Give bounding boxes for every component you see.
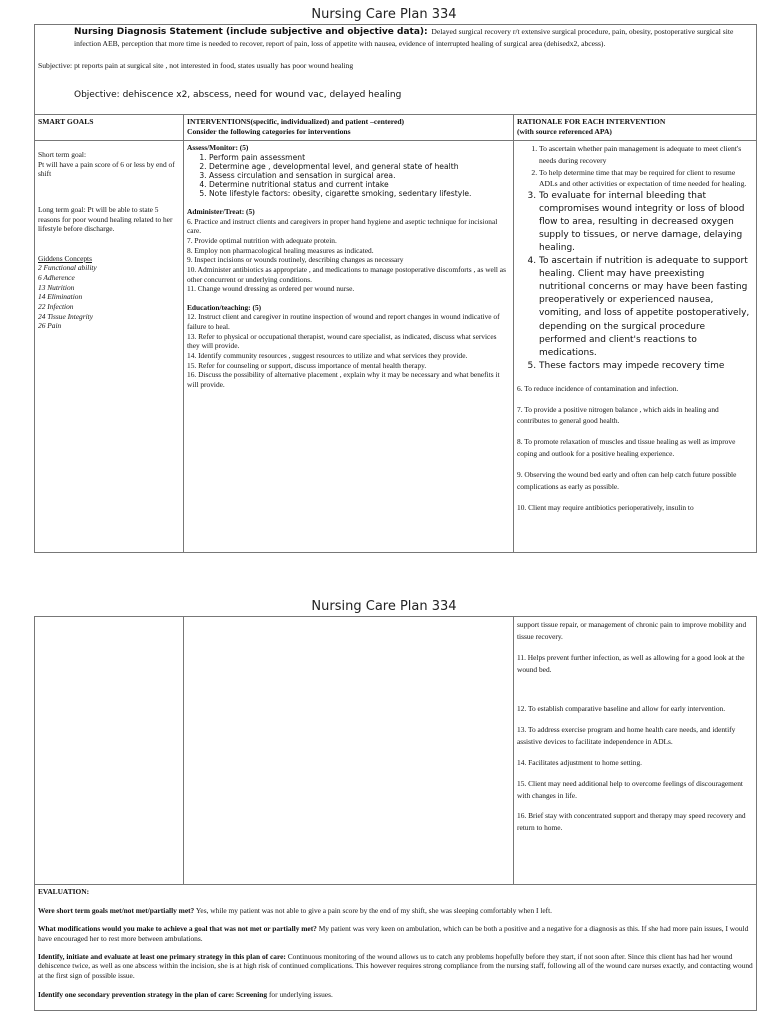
eval-question: Were short term goals met/not met/partially met?: [38, 905, 195, 915]
evaluation-section: [35, 885, 757, 1011]
eval-answer: My patient was very keen on ambulation, which can be both a positive and a negative for a diagnosis as this. If she had more pain issues, I would have encouraged her to rest more between ambulations.: [38, 924, 749, 943]
admin-item: 11. Change wound dressing as ordered per wound nurse.: [187, 284, 355, 294]
diagnosis-section: [35, 25, 757, 115]
care-plan-table-continued: [34, 616, 757, 1011]
page-title: Nursing Care Plan 334: [311, 599, 457, 614]
eval-answer: Yes, while my patient was not able to give a pain score by the end of my shift, she was sleeping comfortably when I left.: [194, 905, 553, 915]
education-item: 15. Refer for counseling or support, discuss importance of mental health therapy.: [187, 360, 427, 370]
header-rationale: RATIONALE FOR EACH INTERVENTION (with source referenced APA): [514, 115, 757, 141]
assess-item: 1. Perform pain assessment: [209, 153, 510, 162]
short-goal-label: Short term goal:: [38, 150, 87, 159]
objective-data: Objective: dehiscence x2, abscess, need for wound vac, delayed healing: [74, 90, 402, 101]
admin-label: Administer/Treat: (5): [187, 207, 255, 217]
header-smart-goals: SMART GOALS: [35, 115, 184, 141]
rationale-para: 16. Brief stay with concentrated support and therapy may speed recovery and return to home.: [517, 811, 746, 833]
rationale-para: 7. To provide a positive nitrogen balance , which aids in healing and contributes to general good health.: [517, 404, 719, 426]
assess-item: 5. Note lifestyle factors: obesity, cigarette smoking, sedentary lifestyle.: [209, 189, 510, 198]
rationale-cell-continued: [514, 617, 757, 885]
admin-item: 7. Provide optimal nutrition with adequate protein.: [187, 236, 337, 246]
diagnosis-text: Delayed surgical recovery r/t extensive surgical procedure, pain, obesity, postoperative surgical site infection AEB, perception that more time is needed to recover, report of pain, loss of appetite with nausea, evidence of interrupted healing of surgical area (dehisedx2, abcess).: [74, 27, 734, 48]
rationale-para: 11. Helps prevent further infection, as well as allowing for a good look at the wound bed.: [517, 652, 745, 674]
admin-item: 8. Employ non pharmacological healing measures as indicated.: [187, 245, 374, 255]
concept-item: 14 Elimination: [38, 292, 83, 302]
assess-item: 3. Assess circulation and sensation in surgical area.: [209, 171, 510, 180]
rationale-item: 1. To ascertain whether pain management is adequate to meet client's needs during recovery: [539, 143, 753, 167]
care-plan-page-1: [0, 6, 768, 553]
concept-item: 6 Adherence: [38, 273, 75, 282]
rationale-para: 12. To establish comparative baseline and allow for early intervention.: [517, 704, 726, 714]
assess-label: Assess/Monitor: (5): [187, 143, 249, 152]
assess-item: 4. Determine nutritional status and current intake: [209, 180, 510, 189]
admin-item: 6. Practice and instruct clients and caregivers in proper hand hygiene and aseptic technique for incisional care.: [187, 216, 498, 236]
assess-item: 2. Determine age , developmental level, and general state of health: [209, 162, 510, 171]
long-goal: Long term goal: Pt will be able to state 5 reasons for poor wound healing related to her lifestyle before discharge.: [38, 204, 173, 234]
education-label: Education/teaching: (5): [187, 302, 262, 312]
eval-answer: for underlying issues.: [267, 989, 333, 999]
eval-question: What modifications would you make to achieve a goal that was not met or partially met?: [38, 924, 317, 934]
concept-item: 13 Nutrition: [38, 282, 75, 292]
interventions-cell: [184, 141, 514, 553]
page-title: Nursing Care Plan 334: [311, 7, 457, 22]
education-item: 14. Identify community resources , suggest resources to utilize and what services they provide.: [187, 350, 468, 360]
rationale-para: 15. Client may need additional help to overcome feelings of discouragement with changes in life.: [517, 778, 743, 800]
eval-question: Identify, initiate and evaluate at least one primary strategy in this plan of care:: [38, 951, 286, 961]
concept-item: 24 Tissue Integrity: [38, 311, 94, 321]
rationale-item: 5. These factors may impede recovery time: [539, 360, 753, 373]
education-item: 16. Discuss the possibility of alternative placement , explain why it may be necessary and what benefits it will provide.: [187, 370, 500, 389]
giddens-label: Giddens Concepts: [38, 253, 92, 263]
smart-goals-cell: [35, 141, 184, 553]
education-item: 13. Refer to physical or occupational therapist, wound care specialist, as indicated, discuss what services they will provide.: [187, 331, 497, 351]
admin-item: 10. Administer antibiotics as appropriate , and medications to manage postoperative discomforts , as well as other concurrent or underlying conditions.: [187, 264, 506, 284]
header-interventions: INTERVENTIONS(specific, individualized) and patient –centered) Consider the following categories for interventions: [184, 115, 514, 141]
rationale-para: 13. To address exercise program and home health care needs, and identify assistive devices to facilitate independence in ADLs.: [517, 725, 736, 747]
diagnosis-label: Nursing Diagnosis Statement (include subjective and objective data):: [74, 27, 428, 37]
interventions-cell-empty: [184, 617, 514, 885]
care-plan-table: [34, 24, 757, 553]
rationale-para: 9. Observing the wound bed early and often can help catch future possible complications as early as possible.: [517, 469, 737, 491]
concept-item: 2 Functional ability: [38, 263, 97, 273]
rationale-para: 14. Facilitates adjustment to home setting.: [517, 757, 643, 767]
evaluation-label: EVALUATION:: [38, 887, 90, 896]
smart-goals-cell-empty: [35, 617, 184, 885]
eval-question: Identify one secondary prevention strategy in the plan of care:: [38, 989, 235, 999]
rationale-cell: [514, 141, 757, 553]
concept-item: 22 Infection: [38, 301, 74, 311]
rationale-item: 2. To help determine time that may be required for client to resume ADLs and other activities or expectation of time needed for healing.: [539, 167, 753, 191]
eval-answer: Continuous monitoring of the wound allows us to catch any problems hopefully before they start, if not soon after. Since this client has had her wound dehiscence twice, as well as one abscess within the incision, she is at high risk of continued complications. This however requires strong compliance from the nursing staff, following all of the wound care nurses exactly, and contacting wound at the first sign of possible issue.: [38, 951, 753, 980]
care-plan-page-2: [0, 598, 768, 1011]
admin-item: 9. Inspect incisions or wounds routinely, describing changes as necessary: [187, 255, 404, 265]
rationale-item: 3. To evaluate for internal bleeding that compromises wound integrity or loss of blood flow to area, resulting in decreased oxygen supply to tissues, or nerve damage, delaying healing.: [539, 190, 753, 255]
rationale-para: 10. Client may require antibiotics perioperatively, insulin to: [517, 502, 694, 512]
rationale-para: 8. To promote relaxation of muscles and tissue healing as well as improve coping and outlook for a positive healing experience.: [517, 437, 736, 459]
concept-item: 26 Pain: [38, 321, 62, 331]
short-goal: Pt will have a pain score of 6 or less by end of shift: [38, 159, 175, 179]
subjective-data: Subjective: pt reports pain at surgical site , not interested in food, states usually has poor wound healing: [38, 60, 354, 70]
rationale-para: support tissue repair, or management of chronic pain to improve mobility and tissue recovery.: [517, 620, 747, 641]
assess-list: [187, 153, 510, 199]
rationale-para: 6. To reduce incidence of contamination and infection.: [517, 383, 679, 393]
education-item: 12. Instruct client and caregiver in routine inspection of wound and report changes in wound indicative of failure to heal.: [187, 312, 500, 332]
eval-answer-bold: Screening: [236, 989, 268, 999]
rationale-item: 4. To ascertain if nutrition is adequate to support healing. Client may have preexisting nutritional concerns or may have been fasting preoperatively or experienced nausea, vomiting, and loss of appetite postoperatively, depending on the surgical procedure performed and client's reactions to medications.: [539, 255, 753, 359]
